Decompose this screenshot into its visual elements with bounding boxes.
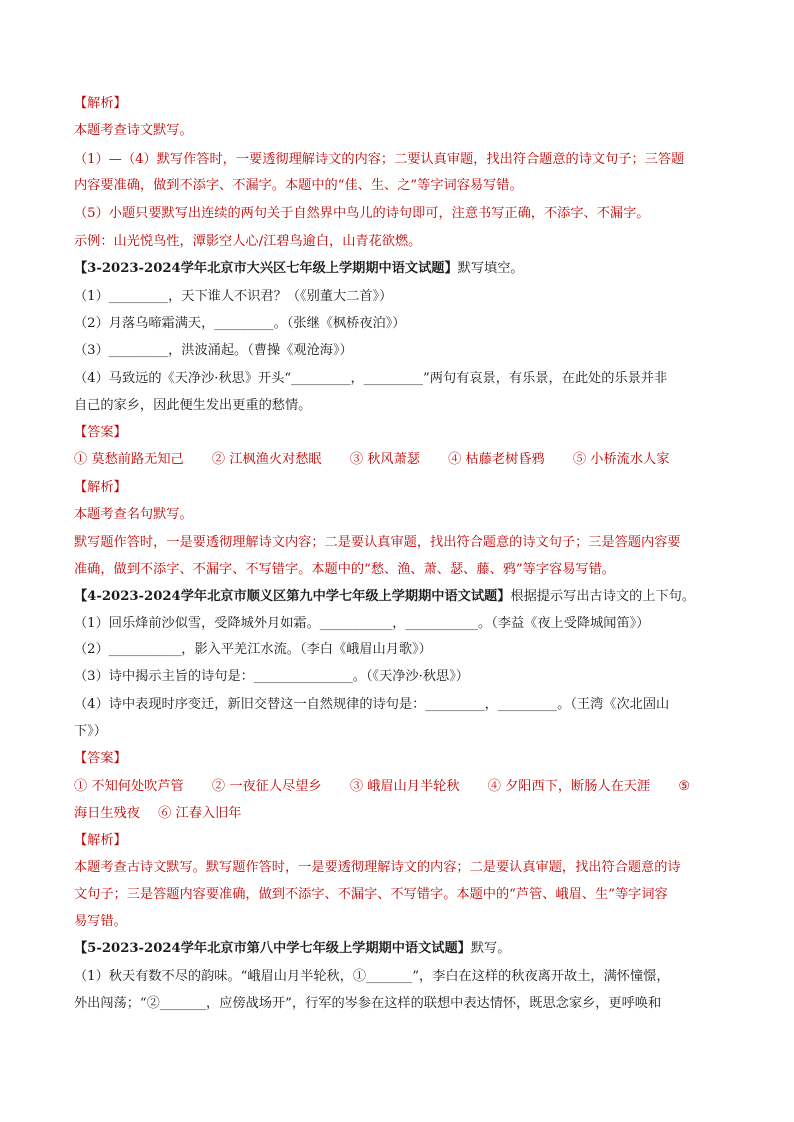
answer-item: ⑤	[678, 779, 691, 794]
question-instruction: 默写填空。	[457, 261, 524, 276]
answer-item: ① 莫愁前路无知己	[74, 452, 184, 467]
answer-item: ④ 枯藤老树昏鸦	[448, 452, 545, 467]
jiexi-line: 内容要准确，做到不添字、不漏字。本题中的“佳、生、之”等字词容易写错。	[74, 178, 523, 193]
jiexi-line: （5）小题只要默写出连续的两句关于自然界中鸟儿的诗句即可，注意书写正确，不添字、不漏字。	[74, 206, 650, 221]
question-item: （2）月落乌啼霜满天，_________。（张继《枫桥夜泊》）	[74, 316, 406, 331]
question-source: 【4-2023-2024学年北京市顺义区第九中学七年级上学期期中语文试题】	[74, 589, 511, 604]
question-item: （1）_________，天下谁人不识君？（《别董大二首》）	[74, 289, 393, 304]
question-source: 【3-2023-2024学年北京市大兴区七年级上学期期中语文试题】	[74, 261, 458, 276]
answer-item: ⑥ 江春入旧年	[158, 806, 242, 821]
jiexi-label: 【解析】	[74, 96, 127, 111]
question-item: （3）诗中揭示主旨的诗句是：_______________。（《天净沙·秋思》）	[74, 669, 469, 684]
answer-label: 【答案】	[74, 425, 127, 440]
jiexi-line: 示例：山光悦鸟性，潭影空人心/江碧鸟逾白，山青花欲燃。	[74, 234, 422, 249]
question-item: （2）___________，影入平羌江水流。（李白《峨眉山月歌》）	[74, 642, 432, 657]
jiexi-line: 本题考查诗文默写。	[74, 123, 193, 138]
answer-item: ③ 秋风萧瑟	[349, 452, 420, 467]
question-source: 【5-2023-2024学年北京市第八中学七年级上学期期中语文试题】	[74, 941, 471, 956]
jiexi-line: 默写题作答时，一是要透彻理解诗文内容；二是要认真审题，找出符合题意的诗文句子；三是答题内容要	[74, 535, 681, 550]
jiexi-label: 【解析】	[74, 480, 127, 495]
answer-label: 【答案】	[74, 751, 127, 766]
answer-line	[74, 778, 690, 796]
answer-item: ② 江枫渔火对愁眠	[211, 452, 322, 467]
question-instruction: 默写。	[470, 941, 511, 956]
jiexi-line: 文句子；三是答题内容要准确，做到不添字、不漏字、不写错字。本题中的“芦管、峨眉、生”等字词容	[74, 887, 668, 902]
question-instruction: 根据提示写出古诗文的上下句。	[510, 589, 696, 604]
answer-line	[74, 805, 241, 823]
answer-item: ③ 峨眉山月半轮秋	[349, 779, 460, 794]
answer-item: 海日生残夜	[74, 806, 140, 821]
answer-item: ④ 夕阳西下，断肠人在天涯	[487, 779, 651, 794]
answer-item: ② 一夜征人尽望乡	[211, 779, 322, 794]
question-heading	[74, 940, 510, 958]
question-item: （1）回乐烽前沙似雪，受降城外月如霜。___________，___________。（李益《夜上受降城闻笛》）	[74, 616, 650, 631]
question-item: 自己的家乡，因此便生发出更重的愁情。	[74, 398, 312, 413]
question-heading	[74, 588, 695, 606]
jiexi-line: 本题考查古诗文默写。默写题作答时，一是要透彻理解诗文的内容；二是要认真审题，找出符合题意的诗	[74, 860, 681, 875]
answer-item: ① 不知何处吹芦管	[74, 779, 184, 794]
question-item: （1）秋天有数不尽的韵味。“峨眉山月半轮秋，①_______”，李白在这样的秋夜离开故土，满怀憧憬，	[74, 969, 670, 984]
question-item: 外出闯荡；“②_______，应傍战场开”，行军的岑参在这样的联想中表达情怀，既思念家乡，更呼唤和	[74, 996, 662, 1011]
question-item: （4）马致远的《天净沙·秋思》开头“_________，_________”两句有哀景，有乐景，在此处的乐景并非	[74, 371, 668, 386]
question-item: （3）_________，洪波涌起。（曹操《观沧海》）	[74, 343, 353, 358]
jiexi-line: 易写错。	[74, 914, 127, 929]
jiexi-line: 本题考查名句默写。	[74, 507, 193, 522]
answer-line	[74, 451, 669, 469]
jiexi-line: 准确，做到不添字、不漏字、不写错字。本题中的“愁、渔、萧、瑟、藤、鸦”等字容易写错。	[74, 562, 615, 577]
answer-item: ⑤ 小桥流水人家	[572, 452, 670, 467]
jiexi-line: （1）—（4）默写作答时，一要透彻理解诗文的内容；二要认真审题，找出符合题意的诗文句子；三答题	[74, 152, 685, 167]
question-item: （4）诗中表现时序变迁，新旧交替这一自然规律的诗句是：_________，_________。（王湾《次北固山	[74, 697, 670, 712]
jiexi-label: 【解析】	[74, 833, 127, 848]
question-item: 下》）	[74, 724, 107, 739]
question-heading	[74, 260, 524, 278]
